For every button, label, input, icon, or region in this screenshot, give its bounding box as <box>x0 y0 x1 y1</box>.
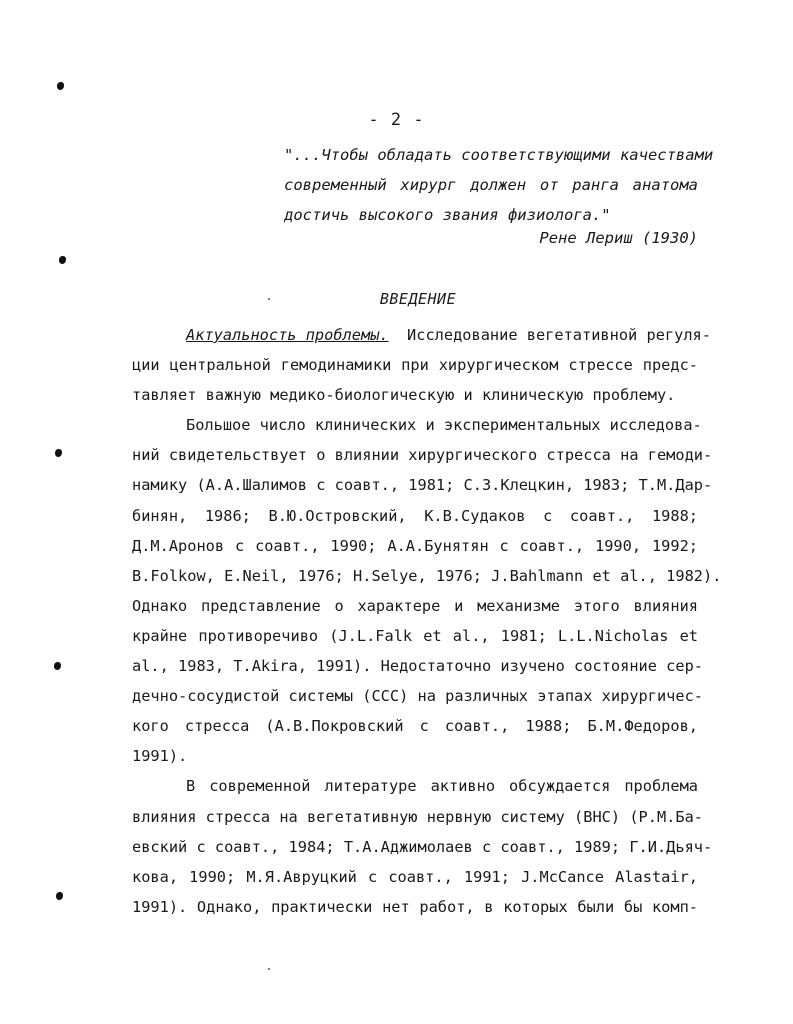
paragraph-line: намику (А.А.Шалимов с соавт., 1981; С.З.Клецкин, 1983; Т.М.Дар- <box>132 476 713 495</box>
paragraph-line: 1991). <box>132 747 188 766</box>
paragraph-line: крайне противоречиво (J.L.Falk et al., 1981; L.L.Nicholas et <box>132 626 698 645</box>
paragraph-line: ции центральной гемодинамики при хирургическом стрессе предс- <box>132 356 698 375</box>
paragraph-line: B.Folkow, E.Neil, 1976; H.Selye, 1976; J.Bahlmann et al., 1982). <box>132 566 722 585</box>
paragraph-line: 1991). Однако, практически нет работ, в которых были бы комп- <box>132 897 698 916</box>
paragraph-text: Исследование вегетативной регуля- <box>407 326 711 344</box>
paragraph-line: Однако представление о характере и механизме этого влияния <box>132 596 698 615</box>
epigraph-line: "...Чтобы обладать соответствующими качествами <box>284 146 714 164</box>
page-number: - 2 - <box>368 110 425 130</box>
paragraph-line: дечно-сосудистой системы (ССС) на различных этапах хирургичес- <box>132 687 703 706</box>
section-heading: ВВЕДЕНИЕ <box>379 290 457 308</box>
epigraph-author: Рене Лериш (1930) <box>539 229 698 247</box>
paragraph-line: al., 1983, T.Akira, 1991). Недостаточно изучено состояние сер- <box>132 657 703 676</box>
paragraph-line <box>132 320 711 350</box>
paragraph-line: бинян, 1986; В.Ю.Островский, К.В.Судаков с соавт., 1988; <box>132 506 698 525</box>
body-text <box>132 320 722 922</box>
paragraph-line: евский с соавт., 1984; Т.А.Аджимолаев с соавт., 1989; Г.И.Дьяч- <box>132 837 713 856</box>
paragraph-line: влияния стресса на вегетативную нервную систему (ВНС) (Р.М.Ба- <box>132 807 703 826</box>
paragraph-line: Д.М.Аронов с соавт., 1990; А.А.Бунятян с соавт., 1990, 1992; <box>132 536 698 555</box>
scan-mark <box>55 449 62 457</box>
paragraph-line: кого стресса (А.В.Покровский с соавт., 1988; Б.М.Федоров, <box>132 717 698 736</box>
paragraph-line: кова, 1990; М.Я.Авруцкий с соавт., 1991; J.McCance Alastair, <box>132 867 698 886</box>
scan-mark <box>59 256 66 264</box>
scan-speck <box>268 968 270 970</box>
paragraph-line: Большое число клинических и экспериментальных исследова- <box>186 416 702 435</box>
epigraph <box>284 140 714 230</box>
paragraph-line: ний свидетельствует о влиянии хирургического стресса на гемоди- <box>132 446 713 465</box>
epigraph-line: современный хирург должен от ранга анатома <box>284 176 698 194</box>
lead-label: Актуальность проблемы. <box>186 326 389 344</box>
scan-mark <box>56 892 63 900</box>
paragraph-line: В современной литературе активно обсуждается проблема <box>186 777 698 796</box>
paragraph-line: тавляет важную медико-биологическую и клиническую проблему. <box>132 386 676 405</box>
scan-mark <box>54 662 61 670</box>
epigraph-line: достичь высокого звания физиолога." <box>284 206 611 224</box>
scan-mark <box>57 82 64 90</box>
